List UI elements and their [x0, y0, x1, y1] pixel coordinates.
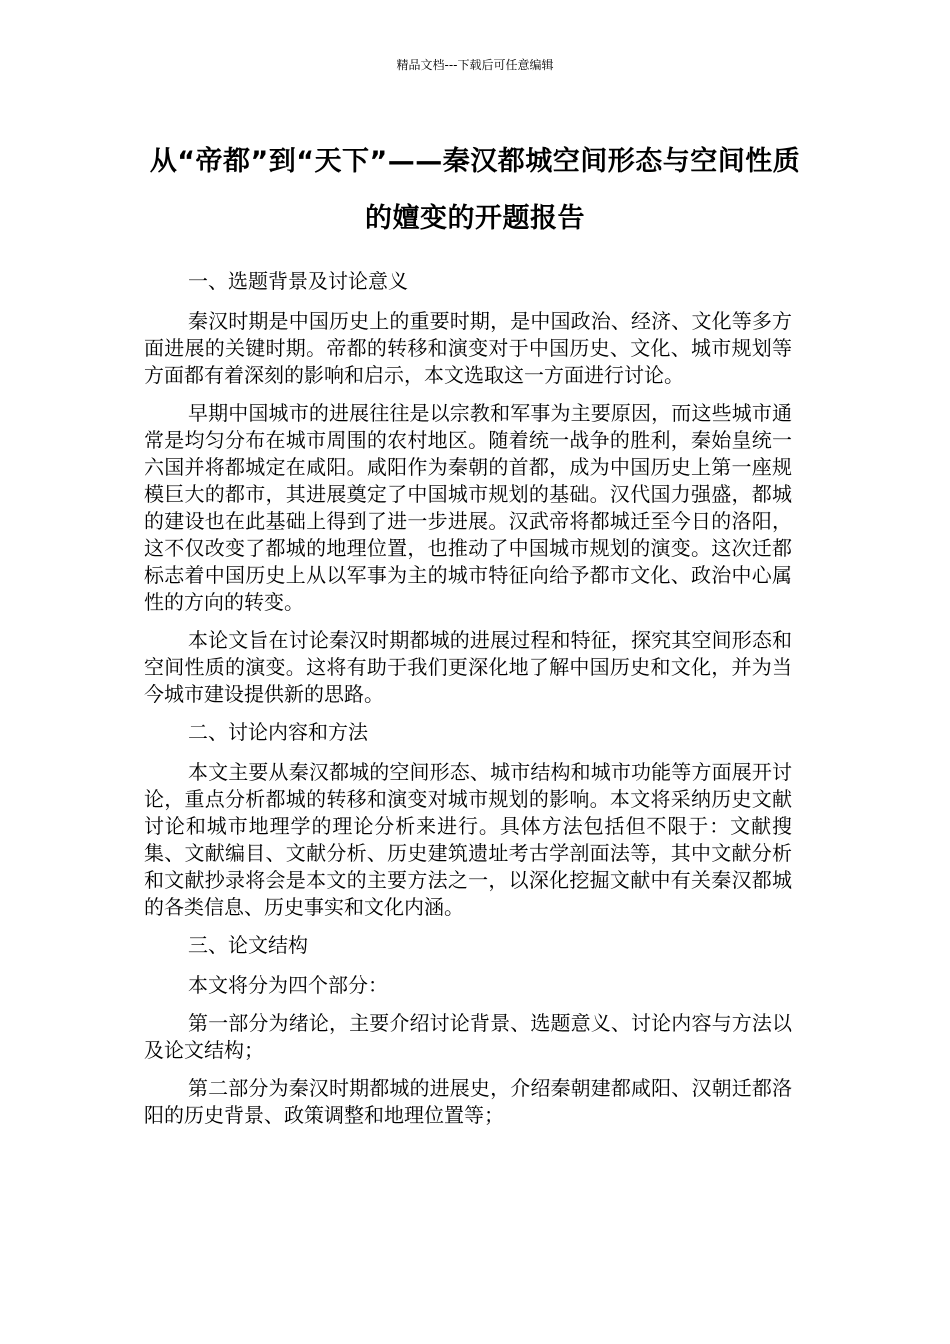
section-heading: 二、讨论内容和方法: [188, 720, 368, 744]
body-paragraph: 第一部分为绪论，主要介绍讨论背景、选题意义、讨论内容与方法以及论文结构；: [144, 1011, 792, 1062]
body-paragraph: 早期中国城市的进展往往是以宗教和军事为主要原因，而这些城市通常是均匀分布在城市周围的农村地区。随着统一战争的胜利，秦始皇统一六国并将都城定在咸阳。咸阳作为秦朝的首都，成为中国历史上第一座规模巨大的都市，其进展奠定了中国城市规划的基础。汉代国力强盛，都城的建设也在此基础上得到了进一步进展。汉武帝将都城迁至今日的洛阳，这不仅改变了都城的地理位置，也推动了中国城市规划的演变。这次迁都标志着中国历史上从以军事为主的城市特征向给予都市文化、政治中心属性的方向的转变。: [144, 401, 792, 614]
section-content-method: [144, 719, 792, 921]
header-note: 精品文档---下载后可任意编辑: [396, 58, 554, 72]
section-heading: 三、论文结构: [188, 933, 308, 957]
body-paragraph: 本文主要从秦汉都城的空间形态、城市结构和城市功能等方面展开讨论，重点分析都城的转移和演变对城市规划的影响。本文将采纳历史文献讨论和城市地理学的理论分析来进行。具体方法包括但不限于：文献搜集、文献编目、文献分析、历史建筑遗址考古学剖面法等，其中文献分析和文献抄录将会是本文的主要方法之一，以深化挖掘文献中有关秦汉都城的各类信息、历史事实和文化内涵。: [144, 760, 792, 919]
section-background: [144, 268, 792, 708]
body-paragraph: 第二部分为秦汉时期都城的进展史，介绍秦朝建都咸阳、汉朝迁都洛阳的历史背景、政策调整和地理位置等；: [144, 1076, 792, 1127]
section-structure: [144, 932, 792, 1129]
document-body: [144, 268, 792, 1140]
body-paragraph: 秦汉时期是中国历史上的重要时期，是中国政治、经济、文化等多方面进展的关键时期。帝都的转移和演变对于中国历史、文化、城市规划等方面都有着深刻的影响和启示，本文选取这一方面进行讨论。: [144, 309, 792, 387]
body-paragraph: 本论文旨在讨论秦汉时期都城的进展过程和特征，探究其空间形态和空间性质的演变。这将有助于我们更深化地了解中国历史和文化，并为当今城市建设提供新的思路。: [144, 628, 792, 706]
document-title: 从“帝都”到“天下”——秦汉都城空间形态与空间性质的嬗变的开题报告: [149, 146, 801, 234]
section-heading: 一、选题背景及讨论意义: [188, 269, 408, 293]
body-paragraph: 本文将分为四个部分：: [188, 973, 388, 997]
